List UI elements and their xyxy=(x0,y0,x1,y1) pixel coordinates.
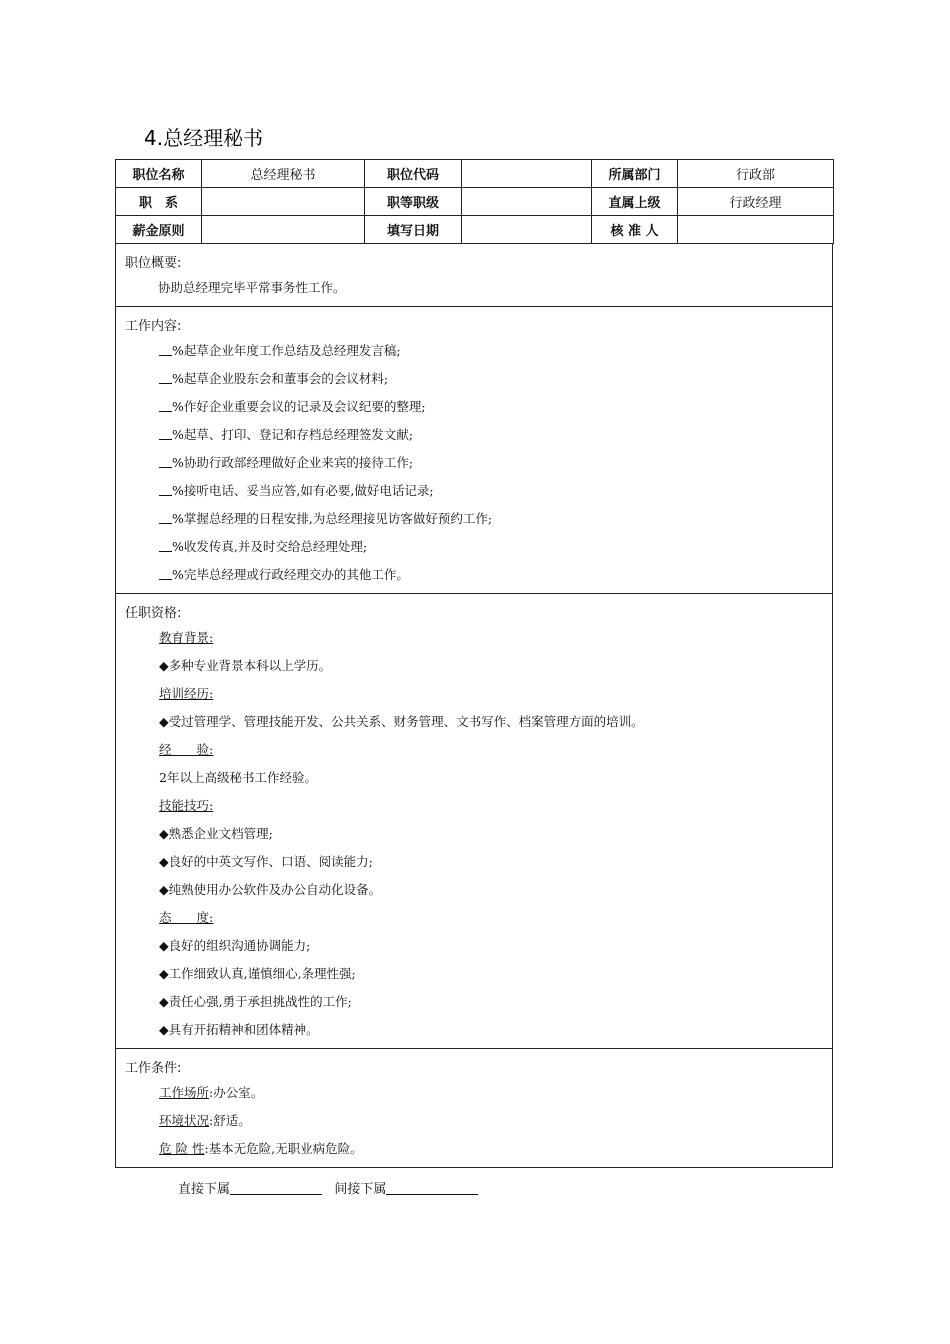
duty-text: 完毕总经理或行政经理交办的其他工作。 xyxy=(183,567,409,582)
field-label: 职位名称 xyxy=(116,160,202,188)
percent-blank[interactable] xyxy=(159,371,172,384)
qualifications-title: 任职资格: xyxy=(125,606,182,621)
field-label: 职等职级 xyxy=(365,188,462,216)
percent-sign: % xyxy=(172,483,184,498)
duty-item xyxy=(125,505,832,533)
percent-sign: % xyxy=(172,539,184,554)
qualification-heading: 教育背景: xyxy=(159,630,214,645)
summary-section xyxy=(115,244,833,307)
field-label: 所属部门 xyxy=(592,160,678,188)
percent-sign: % xyxy=(172,371,184,386)
field-label: 填写日期 xyxy=(365,216,462,244)
conditions-title: 工作条件: xyxy=(125,1061,182,1076)
duty-item xyxy=(125,561,832,589)
subordinates-line xyxy=(178,1178,478,1197)
duty-text: 协助行政部经理做好企业来宾的接待工作; xyxy=(183,455,414,470)
info-row xyxy=(116,160,834,188)
field-value[interactable]: 总经理秘书 xyxy=(202,160,365,188)
condition-item xyxy=(125,1079,832,1107)
condition-item xyxy=(125,1135,832,1163)
duty-list xyxy=(125,337,832,589)
field-value[interactable] xyxy=(202,216,365,244)
content-section xyxy=(115,307,833,594)
percent-blank[interactable] xyxy=(159,539,172,552)
condition-item xyxy=(125,1107,832,1135)
percent-sign: % xyxy=(172,427,184,442)
percent-sign: % xyxy=(172,567,184,582)
condition-label: 环境状况 xyxy=(159,1113,210,1128)
field-label: 直属上级 xyxy=(592,188,678,216)
field-value[interactable] xyxy=(202,188,365,216)
field-label: 职 系 xyxy=(116,188,202,216)
duty-item xyxy=(125,533,832,561)
duty-text: 收发传真,并及时交给总经理处理; xyxy=(183,539,368,554)
percent-blank[interactable] xyxy=(159,427,172,440)
percent-blank[interactable] xyxy=(159,483,172,496)
indirect-subordinate-label: 间接下属 xyxy=(334,1182,387,1197)
qualification-item: ◆工作细致认真,谨慎细心,条理性强; xyxy=(159,966,356,981)
duty-item xyxy=(125,477,832,505)
summary-text: 协助总经理完毕平常事务性工作。 xyxy=(158,280,346,295)
field-value[interactable]: 行政经理 xyxy=(678,188,834,216)
job-info-table xyxy=(115,159,834,244)
qualification-heading: 态 度: xyxy=(159,910,214,925)
document-title: 4.总经理秘书 xyxy=(144,126,264,150)
condition-label: 危 险 性 xyxy=(159,1141,205,1156)
condition-value: :办公室。 xyxy=(209,1085,264,1100)
field-label: 核 准 人 xyxy=(592,216,678,244)
qualification-item: ◆责任心强,勇于承担挑战性的工作; xyxy=(159,994,352,1009)
qualification-item: ◆多种专业背景本科以上学历。 xyxy=(159,658,332,673)
direct-subordinate-field[interactable] xyxy=(230,1180,322,1195)
duty-item xyxy=(125,393,832,421)
duty-item xyxy=(125,449,832,477)
duty-item xyxy=(125,365,832,393)
field-value[interactable] xyxy=(462,216,592,244)
qualification-item: ◆良好的组织沟通协调能力; xyxy=(159,938,311,953)
percent-blank[interactable] xyxy=(159,343,172,356)
percent-blank[interactable] xyxy=(159,567,172,580)
percent-blank[interactable] xyxy=(159,399,172,412)
percent-sign: % xyxy=(172,343,184,358)
qualification-item: ◆受过管理学、管理技能开发、公共关系、财务管理、文书写作、档案管理方面的培训。 xyxy=(159,714,644,729)
duty-text: 起草企业股东会和董事会的会议材料; xyxy=(183,371,389,386)
content-title: 工作内容: xyxy=(125,319,182,334)
percent-sign: % xyxy=(172,511,184,526)
qualification-item: ◆纯熟使用办公软件及办公自动化设备。 xyxy=(159,882,382,897)
qualification-item: ◆具有开拓精神和团体精神。 xyxy=(159,1022,319,1037)
percent-blank[interactable] xyxy=(159,455,172,468)
field-value[interactable] xyxy=(462,160,592,188)
percent-blank[interactable] xyxy=(159,511,172,524)
qualification-heading: 技能技巧: xyxy=(159,798,214,813)
field-value[interactable] xyxy=(462,188,592,216)
field-value[interactable] xyxy=(678,216,834,244)
qualification-heading: 培训经历: xyxy=(159,686,214,701)
conditions-section xyxy=(115,1049,833,1168)
percent-sign: % xyxy=(172,455,184,470)
job-description-form xyxy=(115,159,833,1168)
duty-text: 起草企业年度工作总结及总经理发言稿; xyxy=(183,343,401,358)
condition-value: :基本无危险,无职业病危险。 xyxy=(204,1141,363,1156)
condition-list xyxy=(125,1079,832,1163)
summary-title: 职位概要: xyxy=(125,256,182,271)
duty-text: 作好企业重要会议的记录及会议纪要的整理; xyxy=(183,399,426,414)
field-label: 薪金原则 xyxy=(116,216,202,244)
duty-item xyxy=(125,337,832,365)
duty-text: 掌握总经理的日程安排,为总经理接见访客做好预约工作; xyxy=(183,511,493,526)
info-row xyxy=(116,188,834,216)
qualification-item: ◆良好的中英文写作、口语、阅读能力; xyxy=(159,854,373,869)
duty-text: 起草、打印、登记和存档总经理签发文献; xyxy=(183,427,414,442)
qualification-item: 2年以上高级秘书工作经验。 xyxy=(159,770,317,785)
percent-sign: % xyxy=(172,399,184,414)
indirect-subordinate-field[interactable] xyxy=(386,1180,478,1195)
direct-subordinate-label: 直接下属 xyxy=(178,1182,231,1197)
duty-text: 接听电话、妥当应答,如有必要,做好电话记录; xyxy=(183,483,434,498)
condition-label: 工作场所 xyxy=(159,1085,210,1100)
duty-item xyxy=(125,421,832,449)
condition-value: :舒适。 xyxy=(209,1113,251,1128)
qualification-heading: 经 验: xyxy=(159,742,214,757)
qualification-list xyxy=(125,624,832,1044)
field-label: 职位代码 xyxy=(365,160,462,188)
qualification-item: ◆熟悉企业文档管理; xyxy=(159,826,273,841)
info-row xyxy=(116,216,834,244)
qualifications-section xyxy=(115,594,833,1049)
field-value[interactable]: 行政部 xyxy=(678,160,834,188)
